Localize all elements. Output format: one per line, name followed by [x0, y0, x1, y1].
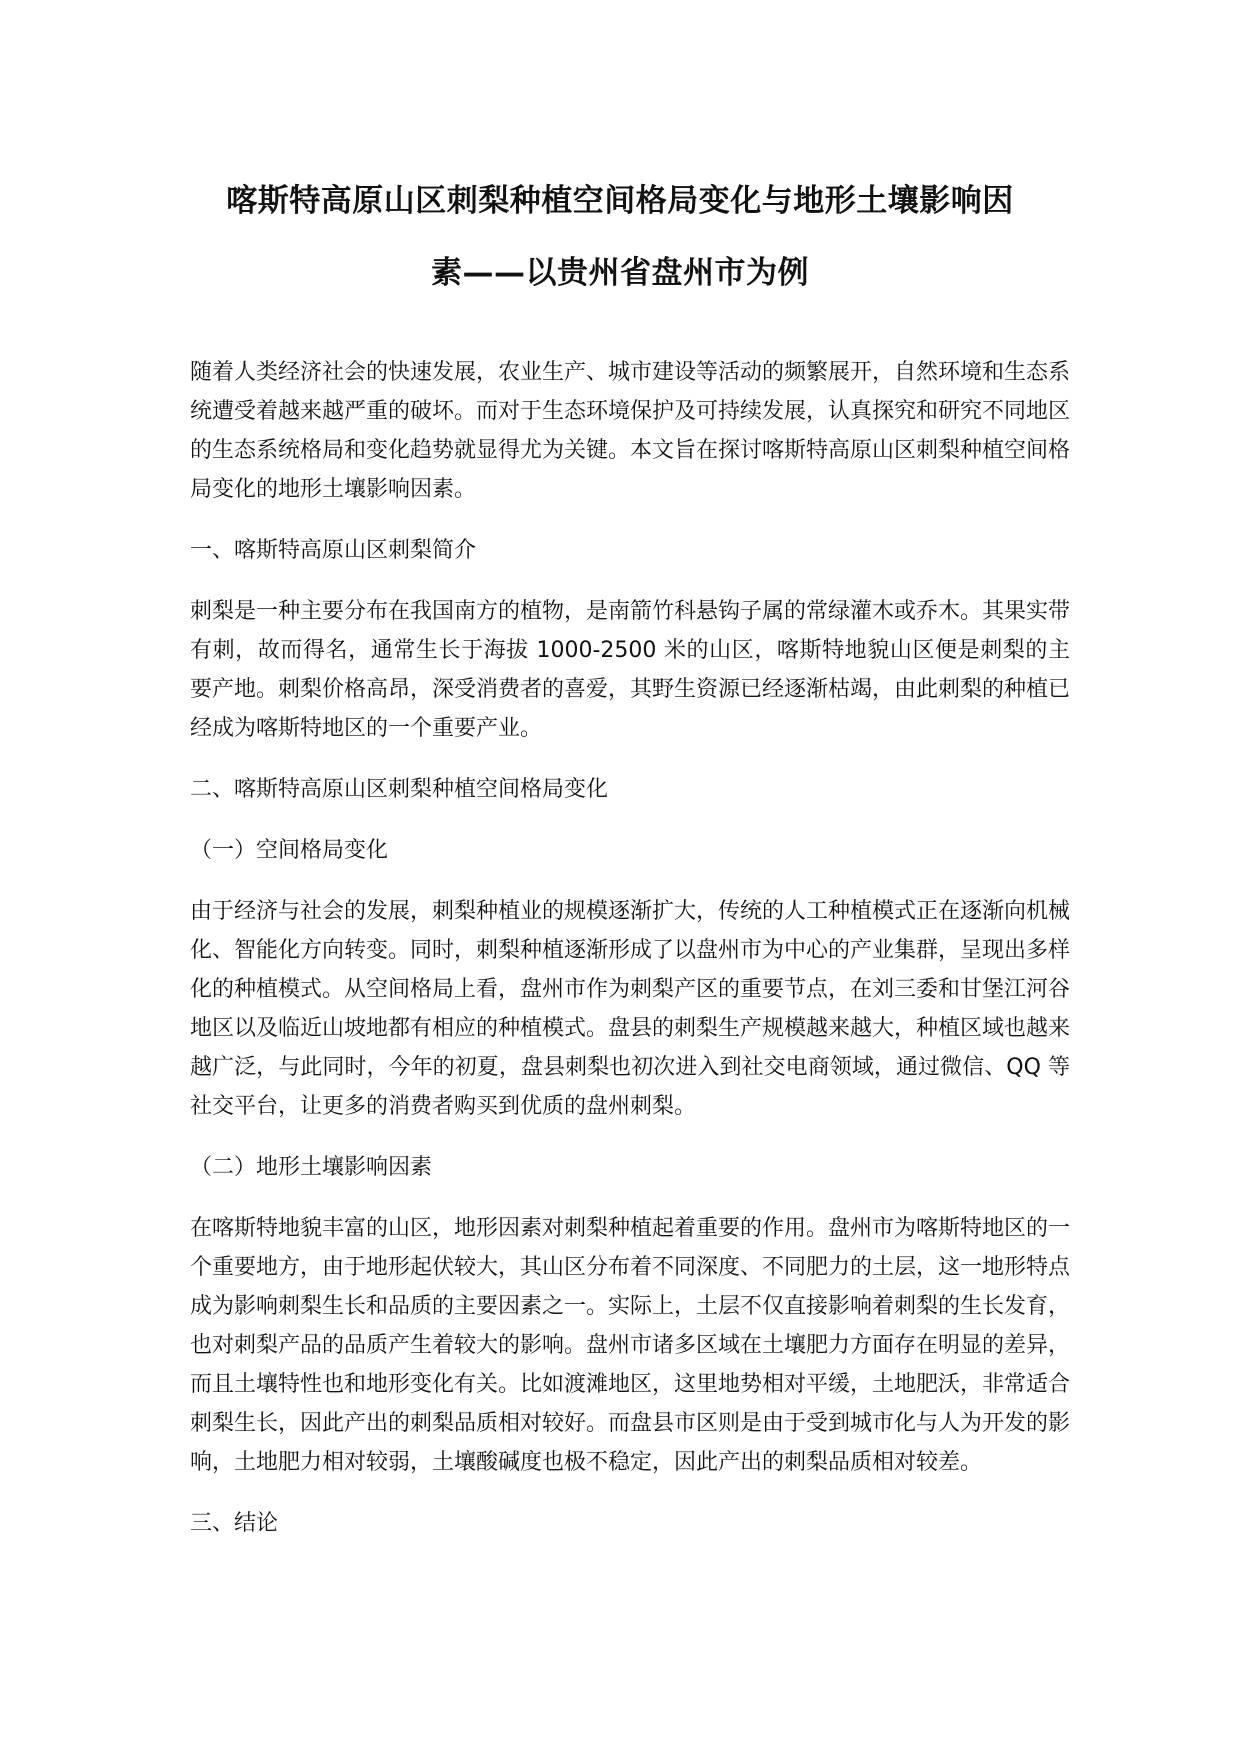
- subsection-2-2-paragraph: 在喀斯特地貌丰富的山区，地形因素对刺梨种植起着重要的作用。盘州市为喀斯特地区的一个重要地方，由于地形起伏较大，其山区分布着不同深度、不同肥力的土层，这一地形特点成为影响刺梨生长和品质的主要因素之一。实际上，土层不仅直接影响着刺梨的生长发育，也对刺梨产品的品质产生着较大的影响。盘州市诸多区域在土壤肥力方面存在明显的差异，而且土壤特性也和地形变化有关。比如渡滩地区，这里地势相对平缓，土地肥沃，非常适合刺梨生长，因此产出的刺梨品质相对较好。而盘县市区则是由于受到城市化与人为开发的影响，土地肥力相对较弱，土壤酸碱度也极不稳定，因此产出的刺梨品质相对较差。: [190, 1216, 1071, 1475]
- document-title-line-2: 素——以贵州省盘州市为例: [431, 255, 809, 291]
- section-heading-3: 三、结论: [190, 1511, 279, 1536]
- section-heading-1: 一、喀斯特高原山区刺梨简介: [190, 538, 477, 563]
- intro-paragraph: 随着人类经济社会的快速发展，农业生产、城市建设等活动的频繁展开，自然环境和生态系统遭受着越来越严重的破坏。而对于生态环境保护及可持续发展，认真探究和研究不同地区的生态系统格局和变化趋势就显得尤为关键。本文旨在探讨喀斯特高原山区刺梨种植空间格局变化的地形土壤影响因素。: [190, 360, 1071, 502]
- document-title-line-1: 喀斯特高原山区刺梨种植空间格局变化与地形土壤影响因: [226, 183, 1014, 219]
- document-body: [190, 353, 1070, 1565]
- subsection-heading-2-1: （一）空间格局变化: [190, 838, 389, 863]
- section-1-paragraph: 刺梨是一种主要分布在我国南方的植物，是南箭竹科悬钩子属的常绿灌木或乔木。其果实带有刺，故而得名，通常生长于海拔 1000-2500 米的山区，喀斯特地貌山区便是刺梨的主要产地。刺梨价格高昂，深受消费者的喜爱，其野生资源已经逐渐枯竭，由此刺梨的种植已经成为喀斯特地区的一个重要产业。: [190, 599, 1071, 741]
- subsection-heading-2-2: （二）地形土壤影响因素: [190, 1155, 433, 1180]
- section-heading-2: 二、喀斯特高原山区刺梨种植空间格局变化: [190, 777, 609, 802]
- subsection-2-1-paragraph: 由于经济与社会的发展，刺梨种植业的规模逐渐扩大，传统的人工种植模式正在逐渐向机械化、智能化方向转变。同时，刺梨种植逐渐形成了以盘州市为中心的产业集群，呈现出多样化的种植模式。从空间格局上看，盘州市作为刺梨产区的重要节点，在刘三委和甘堡江河谷地区以及临近山坡地都有相应的种植模式。盘县的刺梨生产规模越来越大，种植区域也越来越广泛，与此同时，今年的初夏，盘县刺梨也初次进入到社交电商领域，通过微信、QQ 等社交平台，让更多的消费者购买到优质的盘州刺梨。: [190, 899, 1071, 1119]
